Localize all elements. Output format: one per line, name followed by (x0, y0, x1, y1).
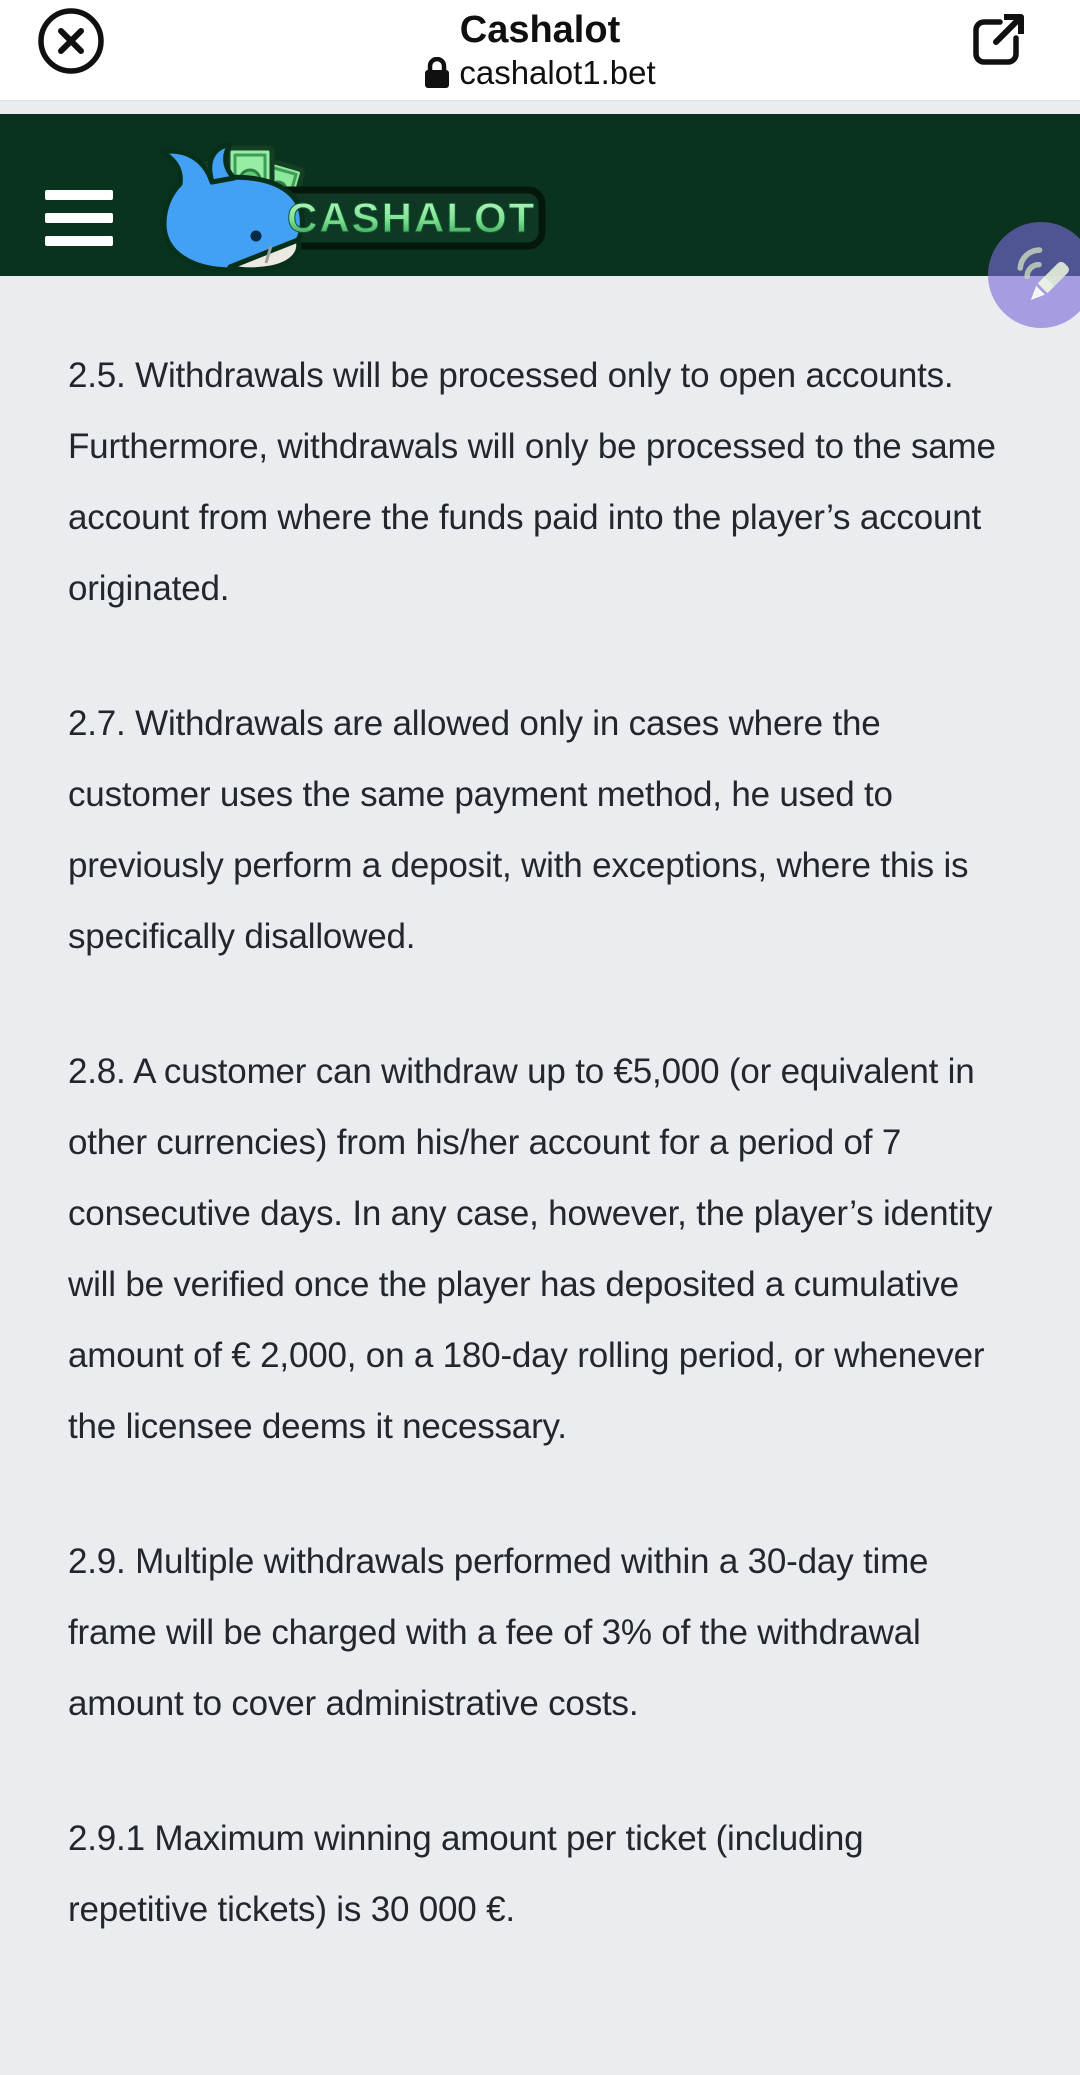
padlock-icon (424, 57, 450, 89)
hamburger-menu-icon[interactable] (45, 190, 113, 246)
terms-content (0, 276, 1080, 2049)
terms-paragraph: 2.5. Withdrawals will be processed only to open accounts. Furthermore, withdrawals will only be processed to the same account from where the funds paid into the player’s account originated. (68, 356, 996, 608)
page-domain: cashalot1.bet (459, 54, 656, 91)
terms-paragraph: 2.7. Withdrawals are allowed only in cases where the customer uses the same payment method, he used to previously perform a deposit, with exceptions, where this is specifically disallowed. (68, 704, 969, 956)
url-row (424, 56, 655, 89)
page-title: Cashalot (459, 9, 621, 51)
whale-money-icon (150, 140, 550, 280)
open-external-button[interactable] (962, 6, 1032, 76)
logo-wordmark: CASHALOT (287, 194, 537, 241)
pen-waves-icon (1005, 239, 1077, 311)
terms-paragraph: 2.8. A customer can withdraw up to €5,000 (or equivalent in other currencies) from his/her account for a period of 7 consecutive days. In any case, however, the player’s identity will be verified once the player has deposited a cumulative amount of € 2,000, on a 180-day rolling period, or whenever the licensee deems it necessary. (68, 1052, 993, 1446)
open-in-new-icon (962, 6, 1032, 76)
browser-title-block (0, 0, 1080, 100)
terms-paragraph: 2.9.1 Maximum winning amount per ticket (including repetitive tickets) is 30 000 €. (68, 1819, 864, 1929)
page-gap (0, 101, 1080, 114)
terms-paragraph: 2.9. Multiple withdrawals performed within a 30-day time frame will be charged with a fee of 3% of the withdrawal amount to cover administrative costs. (68, 1542, 929, 1723)
cashalot-logo[interactable] (150, 140, 550, 280)
site-header (0, 114, 1080, 276)
browser-top-bar (0, 0, 1080, 101)
